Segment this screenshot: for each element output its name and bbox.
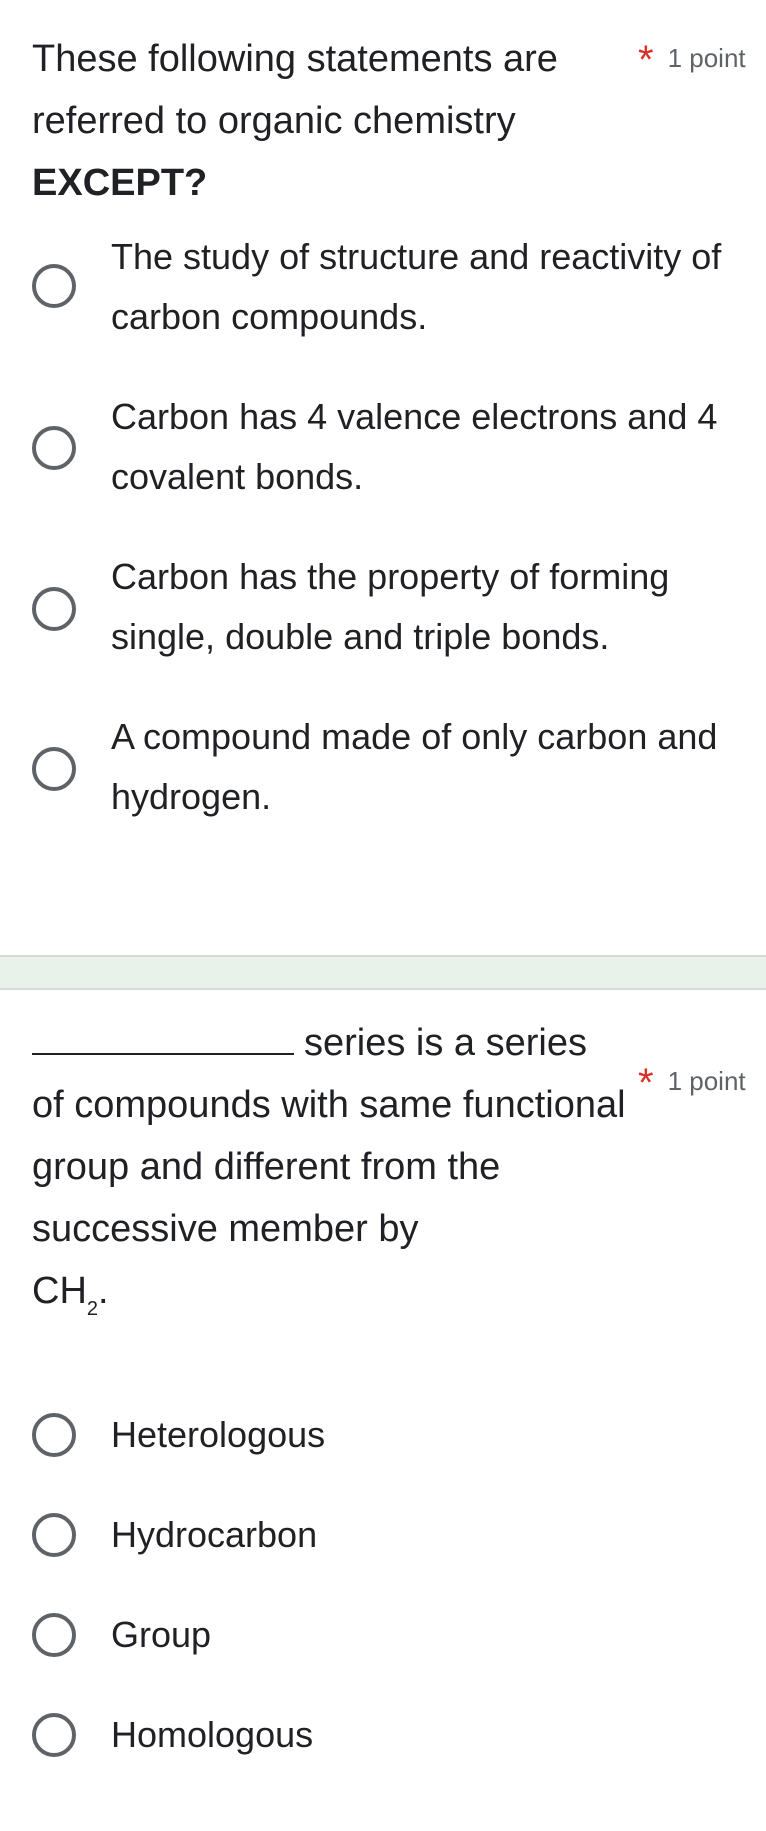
question-title (32, 28, 627, 214)
points-indicator (638, 1061, 766, 1106)
radio-button[interactable] (32, 264, 76, 308)
formula-ch2: $CH_2$. (32, 1270, 109, 1320)
option-label: A compound made of only carbon and hydrogen. (111, 716, 718, 817)
option-forming-bonds[interactable] (0, 555, 766, 655)
radio-button[interactable] (32, 426, 76, 470)
option-hydrocarbon[interactable] (0, 1500, 766, 1570)
option-label: Carbon has the property of forming single, double and triple bonds. (111, 556, 670, 657)
radio-button[interactable] (32, 1413, 76, 1457)
question-title (32, 1012, 627, 1322)
option-label: Group (111, 1614, 212, 1655)
option-heterologous[interactable] (0, 1400, 766, 1470)
required-asterisk: * (638, 38, 654, 82)
option-label: Hydrocarbon (111, 1514, 318, 1555)
option-structure-reactivity[interactable] (0, 235, 766, 335)
option-homologous[interactable] (0, 1700, 766, 1770)
question-title-emphasis: EXCEPT? (32, 162, 208, 204)
option-label: The study of structure and reactivity of carbon compounds. (111, 236, 722, 337)
radio-button[interactable] (32, 587, 76, 631)
fill-in-blank (32, 1027, 294, 1055)
question-title-text: These following statements are referred to organic chemistry (32, 38, 558, 142)
option-carbon-hydrogen[interactable] (0, 715, 766, 815)
radio-button[interactable] (32, 1513, 76, 1557)
points-indicator (638, 38, 766, 83)
points-label: 1 point (667, 43, 746, 73)
question-title-text: series is a series of compounds with same functional group and different from the successive member by (32, 1022, 626, 1250)
radio-button[interactable] (32, 747, 76, 791)
radio-button[interactable] (32, 1613, 76, 1657)
option-label: Homologous (111, 1714, 314, 1755)
question-card-homologous-series (0, 990, 766, 1831)
option-label: Heterologous (111, 1414, 326, 1455)
radio-button[interactable] (32, 1713, 76, 1757)
required-asterisk: * (638, 1061, 654, 1105)
option-valence-electrons[interactable] (0, 395, 766, 495)
option-group[interactable] (0, 1600, 766, 1670)
section-divider (0, 955, 766, 990)
option-label: Carbon has 4 valence electrons and 4 covalent bonds. (111, 396, 718, 497)
points-label: 1 point (667, 1066, 746, 1096)
